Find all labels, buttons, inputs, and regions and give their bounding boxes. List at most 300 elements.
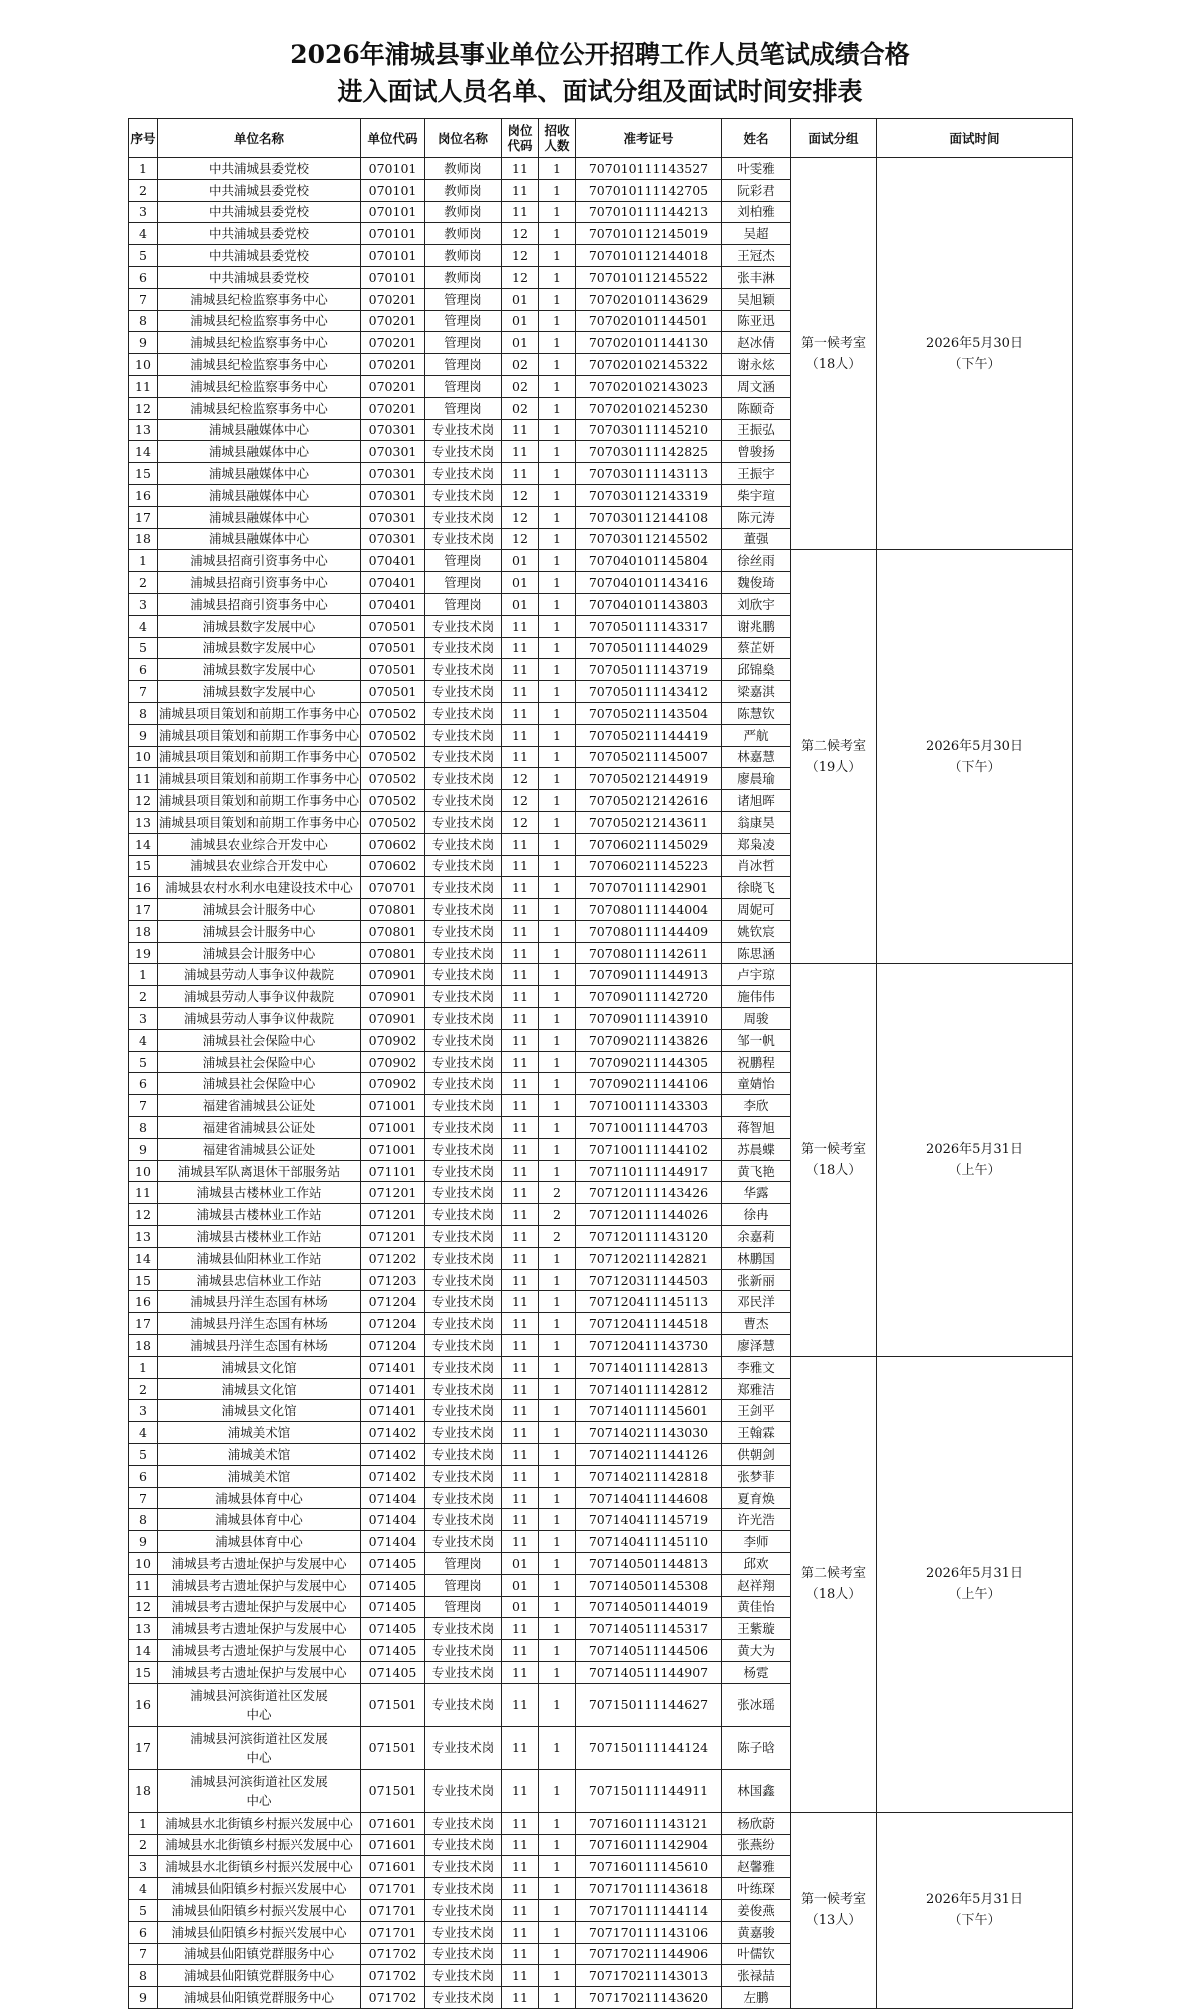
row-number-cell: 5 bbox=[129, 1444, 158, 1466]
header-cell: 面试时间 bbox=[877, 119, 1073, 158]
candidate-name-cell: 王翰霖 bbox=[722, 1422, 791, 1444]
quota-cell: 1 bbox=[539, 1661, 576, 1683]
unit-name-cell: 浦城县仙阳镇乡村振兴发展中心 bbox=[158, 1899, 361, 1921]
position-name-cell: 专业技术岗 bbox=[425, 1247, 502, 1269]
exam-number-cell: 707170111144114 bbox=[576, 1899, 722, 1921]
unit-code-cell: 070101 bbox=[361, 158, 425, 180]
quota-cell: 1 bbox=[539, 1073, 576, 1095]
candidate-name-cell: 廖晨瑜 bbox=[722, 768, 791, 790]
unit-code-cell: 070101 bbox=[361, 266, 425, 288]
exam-number-cell: 707100111144703 bbox=[576, 1117, 722, 1139]
position-name-cell: 专业技术岗 bbox=[425, 1878, 502, 1900]
exam-number-cell: 707170111143106 bbox=[576, 1921, 722, 1943]
row-number-cell: 10 bbox=[129, 1160, 158, 1182]
position-code-cell: 11 bbox=[502, 1160, 539, 1182]
row-number-cell: 17 bbox=[129, 1313, 158, 1335]
exam-number-cell: 707140501145308 bbox=[576, 1574, 722, 1596]
position-code-cell: 11 bbox=[502, 1856, 539, 1878]
position-name-cell: 教师岗 bbox=[425, 158, 502, 180]
row-number-cell: 16 bbox=[129, 1683, 158, 1726]
position-name-cell: 专业技术岗 bbox=[425, 1029, 502, 1051]
quota-cell: 1 bbox=[539, 1247, 576, 1269]
unit-name-cell: 福建省浦城县公证处 bbox=[158, 1095, 361, 1117]
position-name-cell: 管理岗 bbox=[425, 572, 502, 594]
quota-cell: 1 bbox=[539, 986, 576, 1008]
unit-name-cell: 浦城县项目策划和前期工作事务中心 bbox=[158, 702, 361, 724]
document-page bbox=[128, 28, 1072, 2009]
position-code-cell: 11 bbox=[502, 1291, 539, 1313]
exam-number-cell: 707070111142901 bbox=[576, 877, 722, 899]
unit-name-cell: 浦城县考古遗址保护与发展中心 bbox=[158, 1640, 361, 1662]
unit-code-cell: 071702 bbox=[361, 1943, 425, 1965]
unit-code-cell: 070901 bbox=[361, 964, 425, 986]
exam-number-cell: 707050111143719 bbox=[576, 659, 722, 681]
unit-code-cell: 071404 bbox=[361, 1487, 425, 1509]
position-code-cell: 12 bbox=[502, 245, 539, 267]
unit-code-cell: 071201 bbox=[361, 1182, 425, 1204]
candidate-name-cell: 李师 bbox=[722, 1531, 791, 1553]
interview-group-cell: 第二候考室 （18人） bbox=[791, 1356, 877, 1812]
candidate-name-cell: 翁康昊 bbox=[722, 811, 791, 833]
quota-cell: 1 bbox=[539, 528, 576, 550]
unit-code-cell: 071202 bbox=[361, 1247, 425, 1269]
position-code-cell: 11 bbox=[502, 1465, 539, 1487]
position-name-cell: 专业技术岗 bbox=[425, 1769, 502, 1812]
position-code-cell: 11 bbox=[502, 1683, 539, 1726]
row-number-cell: 13 bbox=[129, 419, 158, 441]
candidate-name-cell: 廖泽慧 bbox=[722, 1335, 791, 1357]
exam-number-cell: 707020101144130 bbox=[576, 332, 722, 354]
exam-number-cell: 707050211144419 bbox=[576, 724, 722, 746]
position-code-cell: 11 bbox=[502, 419, 539, 441]
row-number-cell: 8 bbox=[129, 310, 158, 332]
row-number-cell: 5 bbox=[129, 637, 158, 659]
quota-cell: 1 bbox=[539, 179, 576, 201]
unit-name-cell: 浦城县项目策划和前期工作事务中心 bbox=[158, 790, 361, 812]
position-code-cell: 01 bbox=[502, 550, 539, 572]
position-name-cell: 专业技术岗 bbox=[425, 1095, 502, 1117]
unit-name-cell: 浦城县招商引资事务中心 bbox=[158, 550, 361, 572]
quota-cell: 1 bbox=[539, 724, 576, 746]
exam-number-cell: 707140411145110 bbox=[576, 1531, 722, 1553]
quota-cell: 1 bbox=[539, 572, 576, 594]
exam-number-cell: 707020102143023 bbox=[576, 375, 722, 397]
position-code-cell: 11 bbox=[502, 615, 539, 637]
row-number-cell: 11 bbox=[129, 768, 158, 790]
position-code-cell: 11 bbox=[502, 920, 539, 942]
unit-code-cell: 070301 bbox=[361, 484, 425, 506]
row-number-cell: 18 bbox=[129, 528, 158, 550]
unit-code-cell: 070602 bbox=[361, 833, 425, 855]
position-code-cell: 11 bbox=[502, 1444, 539, 1466]
position-name-cell: 专业技术岗 bbox=[425, 1943, 502, 1965]
quota-cell: 1 bbox=[539, 1618, 576, 1640]
unit-code-cell: 071501 bbox=[361, 1726, 425, 1769]
row-number-cell: 2 bbox=[129, 572, 158, 594]
quota-cell: 1 bbox=[539, 310, 576, 332]
candidate-name-cell: 杨欣蔚 bbox=[722, 1812, 791, 1834]
table-row bbox=[129, 964, 1073, 986]
position-code-cell: 12 bbox=[502, 484, 539, 506]
unit-name-cell: 浦城县融媒体中心 bbox=[158, 506, 361, 528]
candidate-name-cell: 卢宇琼 bbox=[722, 964, 791, 986]
unit-name-cell: 浦城县体育中心 bbox=[158, 1531, 361, 1553]
quota-cell: 1 bbox=[539, 768, 576, 790]
position-name-cell: 教师岗 bbox=[425, 245, 502, 267]
candidate-name-cell: 刘柏雅 bbox=[722, 201, 791, 223]
row-number-cell: 17 bbox=[129, 506, 158, 528]
candidate-name-cell: 张冰瑶 bbox=[722, 1683, 791, 1726]
position-name-cell: 专业技术岗 bbox=[425, 659, 502, 681]
table-row bbox=[129, 1812, 1073, 1834]
candidate-name-cell: 叶练琛 bbox=[722, 1878, 791, 1900]
position-code-cell: 11 bbox=[502, 1204, 539, 1226]
row-number-cell: 11 bbox=[129, 1182, 158, 1204]
position-name-cell: 专业技术岗 bbox=[425, 1465, 502, 1487]
unit-name-cell: 浦城县文化馆 bbox=[158, 1400, 361, 1422]
title-line-2: 进入面试人员名单、面试分组及面试时间安排表 bbox=[337, 77, 863, 106]
position-code-cell: 11 bbox=[502, 702, 539, 724]
interview-time-cell: 2026年5月31日 （下午） bbox=[877, 1812, 1073, 2008]
candidate-name-cell: 施伟伟 bbox=[722, 986, 791, 1008]
unit-code-cell: 071501 bbox=[361, 1769, 425, 1812]
candidate-name-cell: 赵祥翔 bbox=[722, 1574, 791, 1596]
unit-name-cell: 浦城县项目策划和前期工作事务中心 bbox=[158, 724, 361, 746]
row-number-cell: 8 bbox=[129, 1509, 158, 1531]
unit-name-cell: 浦城县古楼林业工作站 bbox=[158, 1182, 361, 1204]
position-name-cell: 专业技术岗 bbox=[425, 1269, 502, 1291]
unit-name-cell: 浦城县仙阳镇党群服务中心 bbox=[158, 1965, 361, 1987]
candidate-name-cell: 徐晓飞 bbox=[722, 877, 791, 899]
row-number-cell: 7 bbox=[129, 1943, 158, 1965]
unit-code-cell: 071401 bbox=[361, 1356, 425, 1378]
candidate-name-cell: 诸旭晖 bbox=[722, 790, 791, 812]
interview-group-cell: 第二候考室 （19人） bbox=[791, 550, 877, 964]
exam-number-cell: 707080111142611 bbox=[576, 942, 722, 964]
quota-cell: 2 bbox=[539, 1182, 576, 1204]
quota-cell: 1 bbox=[539, 1531, 576, 1553]
position-code-cell: 01 bbox=[502, 332, 539, 354]
position-name-cell: 专业技术岗 bbox=[425, 1812, 502, 1834]
exam-number-cell: 707120111144026 bbox=[576, 1204, 722, 1226]
position-code-cell: 11 bbox=[502, 1356, 539, 1378]
exam-number-cell: 707090111144913 bbox=[576, 964, 722, 986]
quota-cell: 1 bbox=[539, 1269, 576, 1291]
unit-code-cell: 070201 bbox=[361, 332, 425, 354]
row-number-cell: 10 bbox=[129, 746, 158, 768]
position-code-cell: 11 bbox=[502, 746, 539, 768]
unit-name-cell: 浦城县劳动人事争议仲裁院 bbox=[158, 964, 361, 986]
candidate-name-cell: 林鹏国 bbox=[722, 1247, 791, 1269]
row-number-cell: 9 bbox=[129, 1987, 158, 2009]
candidate-name-cell: 周妮可 bbox=[722, 899, 791, 921]
exam-number-cell: 707050111144029 bbox=[576, 637, 722, 659]
unit-code-cell: 071201 bbox=[361, 1226, 425, 1248]
exam-number-cell: 707080111144004 bbox=[576, 899, 722, 921]
unit-name-cell: 浦城县文化馆 bbox=[158, 1356, 361, 1378]
unit-name-cell: 中共浦城县委党校 bbox=[158, 201, 361, 223]
row-number-cell: 11 bbox=[129, 375, 158, 397]
candidate-name-cell: 华露 bbox=[722, 1182, 791, 1204]
position-code-cell: 01 bbox=[502, 310, 539, 332]
candidate-name-cell: 姚钦宸 bbox=[722, 920, 791, 942]
position-code-cell: 11 bbox=[502, 1269, 539, 1291]
unit-code-cell: 070101 bbox=[361, 179, 425, 201]
unit-name-cell: 浦城县会计服务中心 bbox=[158, 942, 361, 964]
candidate-name-cell: 许光浩 bbox=[722, 1509, 791, 1531]
row-number-cell: 3 bbox=[129, 1008, 158, 1030]
candidate-name-cell: 蒋智旭 bbox=[722, 1117, 791, 1139]
unit-code-cell: 070401 bbox=[361, 593, 425, 615]
position-name-cell: 专业技术岗 bbox=[425, 1618, 502, 1640]
quota-cell: 1 bbox=[539, 1291, 576, 1313]
title-line-1: 2026年浦城县事业单位公开招聘工作人员笔试成绩合格 bbox=[290, 40, 910, 69]
quota-cell: 1 bbox=[539, 681, 576, 703]
exam-number-cell: 707140501144019 bbox=[576, 1596, 722, 1618]
exam-number-cell: 707150111144627 bbox=[576, 1683, 722, 1726]
exam-number-cell: 707120411144518 bbox=[576, 1313, 722, 1335]
exam-number-cell: 707030112144108 bbox=[576, 506, 722, 528]
quota-cell: 1 bbox=[539, 1117, 576, 1139]
unit-code-cell: 071701 bbox=[361, 1921, 425, 1943]
candidate-name-cell: 祝鹏程 bbox=[722, 1051, 791, 1073]
exam-number-cell: 707110111144917 bbox=[576, 1160, 722, 1182]
header-cell: 单位代码 bbox=[361, 119, 425, 158]
row-number-cell: 6 bbox=[129, 1465, 158, 1487]
position-code-cell: 11 bbox=[502, 637, 539, 659]
header-cell: 姓名 bbox=[722, 119, 791, 158]
unit-name-cell: 浦城县考古遗址保护与发展中心 bbox=[158, 1553, 361, 1575]
unit-code-cell: 071001 bbox=[361, 1117, 425, 1139]
candidate-name-cell: 张禄喆 bbox=[722, 1965, 791, 1987]
quota-cell: 1 bbox=[539, 1487, 576, 1509]
unit-name-cell: 浦城县仙阳镇乡村振兴发展中心 bbox=[158, 1921, 361, 1943]
unit-code-cell: 070501 bbox=[361, 659, 425, 681]
exam-number-cell: 707050211145007 bbox=[576, 746, 722, 768]
unit-name-cell: 浦城县融媒体中心 bbox=[158, 441, 361, 463]
unit-name-cell: 浦城县体育中心 bbox=[158, 1487, 361, 1509]
exam-number-cell: 707140211142818 bbox=[576, 1465, 722, 1487]
unit-code-cell: 070401 bbox=[361, 550, 425, 572]
position-code-cell: 12 bbox=[502, 506, 539, 528]
candidate-name-cell: 陈元涛 bbox=[722, 506, 791, 528]
exam-number-cell: 707010111143527 bbox=[576, 158, 722, 180]
header-cell: 招收人数 bbox=[539, 119, 576, 158]
position-code-cell: 01 bbox=[502, 593, 539, 615]
position-name-cell: 管理岗 bbox=[425, 354, 502, 376]
candidate-name-cell: 陈亚迅 bbox=[722, 310, 791, 332]
position-code-cell: 11 bbox=[502, 1226, 539, 1248]
position-code-cell: 11 bbox=[502, 1051, 539, 1073]
unit-code-cell: 070101 bbox=[361, 245, 425, 267]
position-code-cell: 02 bbox=[502, 354, 539, 376]
candidate-name-cell: 林国鑫 bbox=[722, 1769, 791, 1812]
exam-number-cell: 707050211143504 bbox=[576, 702, 722, 724]
unit-name-cell: 浦城县纪检监察事务中心 bbox=[158, 397, 361, 419]
position-name-cell: 管理岗 bbox=[425, 1574, 502, 1596]
quota-cell: 1 bbox=[539, 1856, 576, 1878]
unit-code-cell: 070501 bbox=[361, 615, 425, 637]
exam-number-cell: 707090211143826 bbox=[576, 1029, 722, 1051]
exam-number-cell: 707040101143416 bbox=[576, 572, 722, 594]
exam-number-cell: 707100111144102 bbox=[576, 1138, 722, 1160]
position-code-cell: 11 bbox=[502, 1335, 539, 1357]
header-cell: 准考证号 bbox=[576, 119, 722, 158]
row-number-cell: 17 bbox=[129, 899, 158, 921]
row-number-cell: 13 bbox=[129, 1618, 158, 1640]
row-number-cell: 12 bbox=[129, 397, 158, 419]
row-number-cell: 18 bbox=[129, 920, 158, 942]
header-cell: 岗位代码 bbox=[502, 119, 539, 158]
unit-code-cell: 071204 bbox=[361, 1313, 425, 1335]
unit-code-cell: 071401 bbox=[361, 1400, 425, 1422]
quota-cell: 1 bbox=[539, 1899, 576, 1921]
interview-time-cell: 2026年5月30日 （下午） bbox=[877, 550, 1073, 964]
exam-number-cell: 707050111143412 bbox=[576, 681, 722, 703]
exam-number-cell: 707140211144126 bbox=[576, 1444, 722, 1466]
candidate-name-cell: 李雅文 bbox=[722, 1356, 791, 1378]
unit-code-cell: 071101 bbox=[361, 1160, 425, 1182]
position-name-cell: 专业技术岗 bbox=[425, 1051, 502, 1073]
position-name-cell: 专业技术岗 bbox=[425, 964, 502, 986]
row-number-cell: 5 bbox=[129, 1899, 158, 1921]
row-number-cell: 1 bbox=[129, 550, 158, 572]
unit-name-cell: 浦城县河滨街道社区发展 中心 bbox=[158, 1726, 361, 1769]
row-number-cell: 12 bbox=[129, 790, 158, 812]
table-row bbox=[129, 158, 1073, 180]
position-name-cell: 专业技术岗 bbox=[425, 1160, 502, 1182]
unit-code-cell: 070301 bbox=[361, 528, 425, 550]
position-name-cell: 专业技术岗 bbox=[425, 790, 502, 812]
unit-name-cell: 浦城县考古遗址保护与发展中心 bbox=[158, 1618, 361, 1640]
candidate-name-cell: 王剑平 bbox=[722, 1400, 791, 1422]
quota-cell: 1 bbox=[539, 1095, 576, 1117]
candidate-name-cell: 吴超 bbox=[722, 223, 791, 245]
position-code-cell: 11 bbox=[502, 986, 539, 1008]
position-code-cell: 11 bbox=[502, 1834, 539, 1856]
quota-cell: 1 bbox=[539, 245, 576, 267]
unit-name-cell: 浦城县丹洋生态国有林场 bbox=[158, 1291, 361, 1313]
quota-cell: 1 bbox=[539, 288, 576, 310]
position-code-cell: 11 bbox=[502, 1618, 539, 1640]
position-name-cell: 专业技术岗 bbox=[425, 1640, 502, 1662]
header-cell: 岗位名称 bbox=[425, 119, 502, 158]
unit-name-cell: 浦城县河滨街道社区发展 中心 bbox=[158, 1683, 361, 1726]
row-number-cell: 7 bbox=[129, 1095, 158, 1117]
quota-cell: 1 bbox=[539, 375, 576, 397]
position-code-cell: 11 bbox=[502, 1313, 539, 1335]
exam-number-cell: 707120311144503 bbox=[576, 1269, 722, 1291]
quota-cell: 2 bbox=[539, 1226, 576, 1248]
position-name-cell: 专业技术岗 bbox=[425, 1204, 502, 1226]
unit-code-cell: 071405 bbox=[361, 1640, 425, 1662]
position-name-cell: 专业技术岗 bbox=[425, 1313, 502, 1335]
unit-name-cell: 浦城县水北街镇乡村振兴发展中心 bbox=[158, 1856, 361, 1878]
exam-number-cell: 707060211145029 bbox=[576, 833, 722, 855]
unit-name-cell: 浦城县纪检监察事务中心 bbox=[158, 288, 361, 310]
quota-cell: 1 bbox=[539, 877, 576, 899]
unit-code-cell: 070301 bbox=[361, 441, 425, 463]
row-number-cell: 4 bbox=[129, 1029, 158, 1051]
position-name-cell: 专业技术岗 bbox=[425, 1008, 502, 1030]
row-number-cell: 1 bbox=[129, 1356, 158, 1378]
unit-name-cell: 中共浦城县委党校 bbox=[158, 158, 361, 180]
row-number-cell: 2 bbox=[129, 1378, 158, 1400]
exam-number-cell: 707010112145019 bbox=[576, 223, 722, 245]
position-name-cell: 专业技术岗 bbox=[425, 681, 502, 703]
row-number-cell: 7 bbox=[129, 288, 158, 310]
row-number-cell: 15 bbox=[129, 463, 158, 485]
quota-cell: 1 bbox=[539, 266, 576, 288]
candidate-name-cell: 柴宇瑄 bbox=[722, 484, 791, 506]
position-code-cell: 11 bbox=[502, 1182, 539, 1204]
row-number-cell: 8 bbox=[129, 1117, 158, 1139]
unit-name-cell: 浦城县仙阳镇乡村振兴发展中心 bbox=[158, 1878, 361, 1900]
unit-name-cell: 福建省浦城县公证处 bbox=[158, 1138, 361, 1160]
position-code-cell: 12 bbox=[502, 223, 539, 245]
quota-cell: 1 bbox=[539, 1726, 576, 1769]
unit-code-cell: 071405 bbox=[361, 1553, 425, 1575]
quota-cell: 1 bbox=[539, 1574, 576, 1596]
row-number-cell: 10 bbox=[129, 354, 158, 376]
exam-number-cell: 707090111143910 bbox=[576, 1008, 722, 1030]
exam-number-cell: 707170211144906 bbox=[576, 1943, 722, 1965]
unit-name-cell: 浦城县丹洋生态国有林场 bbox=[158, 1313, 361, 1335]
position-name-cell: 管理岗 bbox=[425, 332, 502, 354]
exam-number-cell: 707010111142705 bbox=[576, 179, 722, 201]
quota-cell: 1 bbox=[539, 593, 576, 615]
unit-name-cell: 浦城县纪检监察事务中心 bbox=[158, 354, 361, 376]
exam-number-cell: 707050111143317 bbox=[576, 615, 722, 637]
position-name-cell: 专业技术岗 bbox=[425, 506, 502, 528]
unit-code-cell: 071204 bbox=[361, 1335, 425, 1357]
exam-number-cell: 707140501144813 bbox=[576, 1553, 722, 1575]
exam-number-cell: 707140111142812 bbox=[576, 1378, 722, 1400]
unit-name-cell: 浦城县古楼林业工作站 bbox=[158, 1204, 361, 1226]
position-name-cell: 专业技术岗 bbox=[425, 920, 502, 942]
quota-cell: 1 bbox=[539, 1465, 576, 1487]
quota-cell: 1 bbox=[539, 1596, 576, 1618]
exam-number-cell: 707140511145317 bbox=[576, 1618, 722, 1640]
candidate-name-cell: 阮彩君 bbox=[722, 179, 791, 201]
unit-code-cell: 071203 bbox=[361, 1269, 425, 1291]
unit-name-cell: 浦城县项目策划和前期工作事务中心 bbox=[158, 746, 361, 768]
quota-cell: 1 bbox=[539, 1683, 576, 1726]
unit-code-cell: 071601 bbox=[361, 1856, 425, 1878]
position-code-cell: 11 bbox=[502, 1073, 539, 1095]
quota-cell: 1 bbox=[539, 1400, 576, 1422]
position-name-cell: 专业技术岗 bbox=[425, 1291, 502, 1313]
position-code-cell: 11 bbox=[502, 158, 539, 180]
exam-number-cell: 707170211143013 bbox=[576, 1965, 722, 1987]
unit-name-cell: 福建省浦城县公证处 bbox=[158, 1117, 361, 1139]
exam-number-cell: 707120211142821 bbox=[576, 1247, 722, 1269]
row-number-cell: 1 bbox=[129, 158, 158, 180]
unit-code-cell: 070801 bbox=[361, 899, 425, 921]
position-code-cell: 12 bbox=[502, 768, 539, 790]
row-number-cell: 4 bbox=[129, 1422, 158, 1444]
interview-group-cell: 第一候考室 （18人） bbox=[791, 158, 877, 550]
candidate-name-cell: 陈颐奇 bbox=[722, 397, 791, 419]
candidate-name-cell: 魏俊琦 bbox=[722, 572, 791, 594]
position-code-cell: 11 bbox=[502, 463, 539, 485]
position-name-cell: 教师岗 bbox=[425, 223, 502, 245]
position-name-cell: 专业技术岗 bbox=[425, 1422, 502, 1444]
header-cell: 序号 bbox=[129, 119, 158, 158]
candidate-name-cell: 叶雯雅 bbox=[722, 158, 791, 180]
row-number-cell: 14 bbox=[129, 1640, 158, 1662]
exam-number-cell: 707140111145601 bbox=[576, 1400, 722, 1422]
